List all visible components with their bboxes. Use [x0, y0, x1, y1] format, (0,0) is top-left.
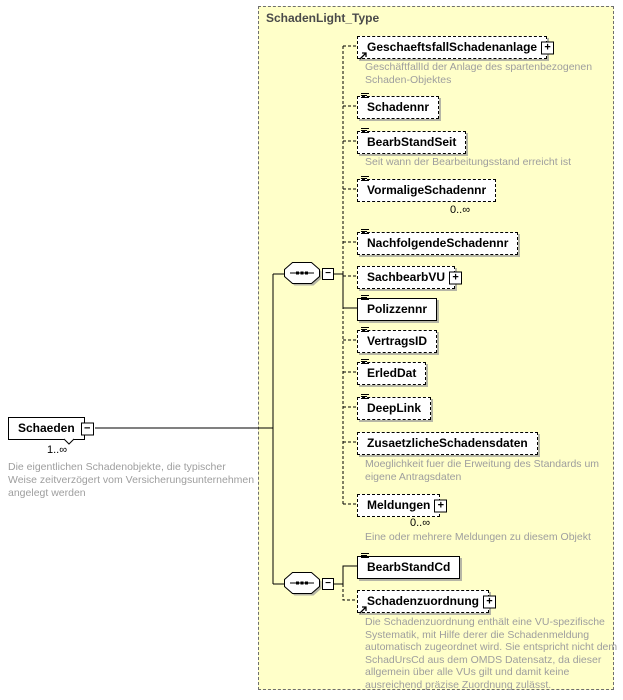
annotation-schadenzuordnung: Die Schadenzuordnung enthält eine VU-spezifische Systematik, mit Hilfe derer die Schadenmeldung automatisch zugeordnet wird. Sie entspricht nicht dem SchadUrsCd aus dem OMDS Datensatz, da dieser allgemein über alle VUs gilt und damit keine ausreichend präzise Zuordnung zulässt.: [365, 616, 618, 691]
element-geschaeftsfallschadenanlage[interactable]: [357, 36, 551, 59]
element-meldungen[interactable]: [357, 494, 445, 517]
expand-button[interactable]: +: [483, 595, 496, 608]
element-bearbstandseit[interactable]: [357, 131, 466, 154]
element-label: VormaligeSchadennr: [367, 183, 487, 197]
text-content-icon: [361, 176, 369, 182]
text-content-icon: [361, 553, 369, 559]
element-bearbstandcd[interactable]: [357, 556, 460, 579]
element-label: BearbStandSeit: [367, 135, 457, 149]
element-label: SachbearbVU: [367, 270, 446, 284]
text-content-icon: [361, 93, 369, 99]
element-nachfolgendeschadennr[interactable]: [357, 232, 518, 255]
element-label: Polizzennr: [367, 302, 428, 316]
element-polizzennr[interactable]: [357, 298, 437, 321]
element-label: NachfolgendeSchadennr: [367, 236, 509, 250]
collapse-button[interactable]: −: [322, 268, 334, 280]
element-label: Schaeden: [18, 421, 75, 435]
text-content-icon: [361, 327, 369, 333]
annotation-schaeden: Die eigentlichen Schadenobjekte, die typischer Weise zeitverzögert vom Versicherungsunternehmen angelegt werden: [8, 461, 255, 499]
element-label: Schadennr: [367, 100, 430, 114]
element-deeplink[interactable]: [357, 397, 431, 420]
expand-button[interactable]: +: [434, 499, 447, 512]
element-sachbearbvu[interactable]: [357, 266, 459, 289]
expand-button[interactable]: +: [449, 271, 462, 284]
text-content-icon: [361, 229, 369, 235]
collapse-button[interactable]: −: [81, 422, 94, 435]
annotation-geschaeftsfallschadenanlage: GeschäftfallId der Anlage des spartenbezogenen Schaden-Objektes: [365, 61, 593, 86]
annotation-zusaetzlicheschadensdaten: Moeglichkeit fuer die Erweitung des Standards um eigene Antragsdaten: [365, 458, 600, 483]
expand-button[interactable]: +: [541, 41, 554, 54]
element-label: BearbStandCd: [367, 560, 451, 574]
element-label: Meldungen: [367, 498, 431, 512]
text-content-icon: [361, 394, 369, 400]
element-zusaetzlicheschadensdaten[interactable]: [357, 432, 538, 455]
text-content-icon: [361, 128, 369, 134]
annotation-meldungen: Eine oder mehrere Meldungen zu diesem Objekt: [365, 531, 591, 543]
element-schadenzuordnung[interactable]: [357, 590, 493, 613]
collapse-button[interactable]: −: [322, 578, 334, 590]
element-reference-icon: [359, 51, 368, 60]
complex-type-title: SchadenLight_Type: [266, 11, 380, 25]
element-label: VertragsID: [367, 334, 428, 348]
occurrence-label: 0..∞: [410, 517, 431, 529]
text-content-icon: [361, 359, 369, 365]
element-label: ZusaetzlicheSchadensdaten: [367, 436, 528, 450]
occurrence-label: 1..∞: [47, 444, 68, 456]
element-reference-icon: [359, 605, 368, 614]
element-label: GeschaeftsfallSchadenanlage: [367, 40, 538, 54]
element-label: ErledDat: [367, 366, 417, 380]
element-schaeden[interactable]: [8, 417, 91, 440]
element-label: DeepLink: [367, 401, 422, 415]
sequence-compositor-icon[interactable]: [284, 572, 324, 598]
element-label: Schadenzuordnung: [367, 594, 479, 608]
occurrence-label: 0..∞: [450, 204, 471, 216]
element-vormaligeschadennr[interactable]: [357, 179, 496, 202]
element-vertragsid[interactable]: [357, 330, 437, 353]
element-schadennr[interactable]: [357, 96, 439, 119]
sequence-compositor-icon[interactable]: [284, 262, 324, 288]
text-content-icon: [361, 295, 369, 301]
annotation-bearbstandseit: Seit wann der Bearbeitungsstand erreicht ist: [365, 156, 572, 168]
element-erleddat[interactable]: [357, 362, 426, 385]
